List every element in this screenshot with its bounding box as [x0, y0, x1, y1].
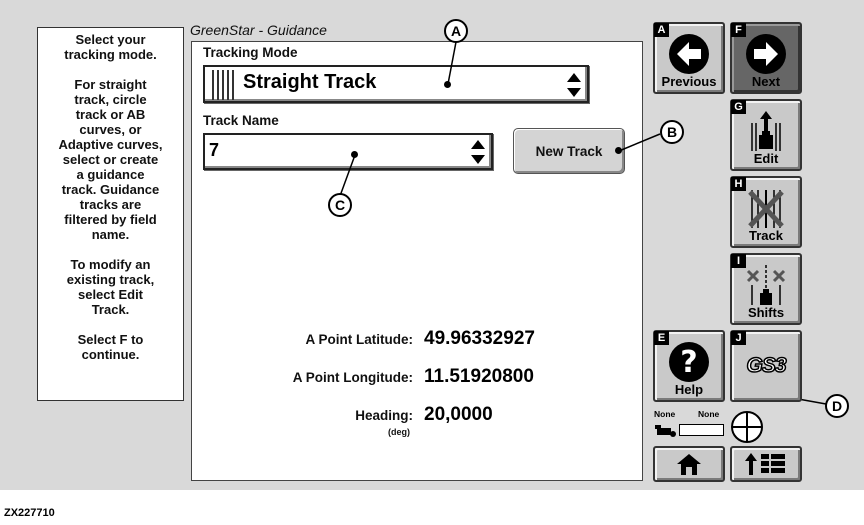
callout-a-marker [444, 81, 451, 88]
tracking-mode-label: Tracking Mode [203, 45, 298, 60]
shifts-label: Shifts [747, 305, 785, 320]
arrow-right-icon [732, 32, 800, 76]
softkey-letter: G [731, 100, 746, 114]
edit-track-icon [732, 109, 800, 153]
home-icon [675, 452, 703, 476]
callout-d: D [825, 394, 849, 418]
new-track-button[interactable]: New Track [513, 128, 625, 174]
softkey-letter: F [731, 23, 746, 37]
next-button[interactable] [730, 22, 802, 94]
softkey-letter: J [731, 331, 746, 345]
arrow-left-icon [655, 32, 723, 76]
track-name-select[interactable] [203, 133, 493, 170]
tracking-mode-value: Straight Track [243, 71, 377, 93]
next-label: Next [751, 74, 781, 89]
hatch-pattern-icon [208, 70, 238, 100]
spinner-arrows-icon[interactable] [567, 73, 581, 97]
help-paragraph-3: To modify an existing track, select Edit Track. [66, 257, 155, 317]
menu-button[interactable] [730, 446, 802, 482]
shift-track-icon [732, 263, 800, 307]
delete-track-icon [732, 186, 800, 230]
edit-label: Edit [753, 151, 779, 166]
callout-c: C [328, 193, 352, 217]
spinner-arrows-icon[interactable] [471, 140, 485, 164]
gs3-button[interactable] [730, 330, 802, 402]
heading-label: Heading: [355, 408, 413, 423]
shifts-button[interactable] [730, 253, 802, 325]
edit-track-button[interactable] [730, 99, 802, 171]
callout-b-marker [615, 147, 622, 154]
callout-a: A [444, 19, 468, 43]
a-point-latitude-label: A Point Latitude: [305, 332, 413, 347]
crosshair-icon [730, 410, 764, 444]
previous-button[interactable] [653, 22, 725, 94]
heading-unit: (deg) [388, 427, 410, 437]
softkey-letter: H [731, 177, 746, 191]
track-name-label: Track Name [203, 113, 279, 128]
callout-c-marker [351, 151, 358, 158]
softkey-letter: A [654, 23, 669, 37]
softkey-letter: I [731, 254, 746, 268]
softkey-letter: E [654, 331, 669, 345]
page-title: GreenStar - Guidance [190, 22, 327, 38]
a-point-latitude-value: 49.96332927 [424, 328, 535, 349]
delete-track-button[interactable] [730, 176, 802, 248]
callout-b: B [660, 120, 684, 144]
track-label: Track [749, 228, 783, 243]
status-right-label: None [698, 409, 720, 419]
a-point-longitude-value: 11.51920800 [424, 366, 534, 387]
gs3-logo: GS3 [746, 354, 786, 377]
previous-label: Previous [661, 74, 717, 89]
menu-icon [743, 451, 789, 477]
svg-text:?: ? [680, 345, 698, 380]
a-point-longitude-label: A Point Longitude: [292, 370, 413, 385]
tracking-mode-select[interactable] [203, 65, 589, 103]
help-button[interactable] [653, 330, 725, 402]
help-paragraph-2: For straight track, circle track or AB curves, or Adaptive curves, select or create a guidance track. Guidance tracks are filtered by field name. [58, 77, 163, 242]
help-paragraph-4: Select F to continue. [77, 332, 144, 362]
help-paragraph-1: Select your tracking mode. [64, 32, 157, 62]
help-label: Help [674, 382, 704, 397]
heading-value: 20,0000 [424, 404, 493, 425]
status-left-label: None [654, 409, 676, 419]
guidance-main-panel [191, 41, 643, 481]
status-bar [679, 424, 724, 436]
question-icon [655, 340, 723, 384]
figure-caption: ZX227710 [4, 507, 55, 519]
home-button[interactable] [653, 446, 725, 482]
help-text-panel [37, 27, 184, 401]
implement-icon [655, 424, 677, 436]
track-name-value: 7 [209, 140, 220, 160]
